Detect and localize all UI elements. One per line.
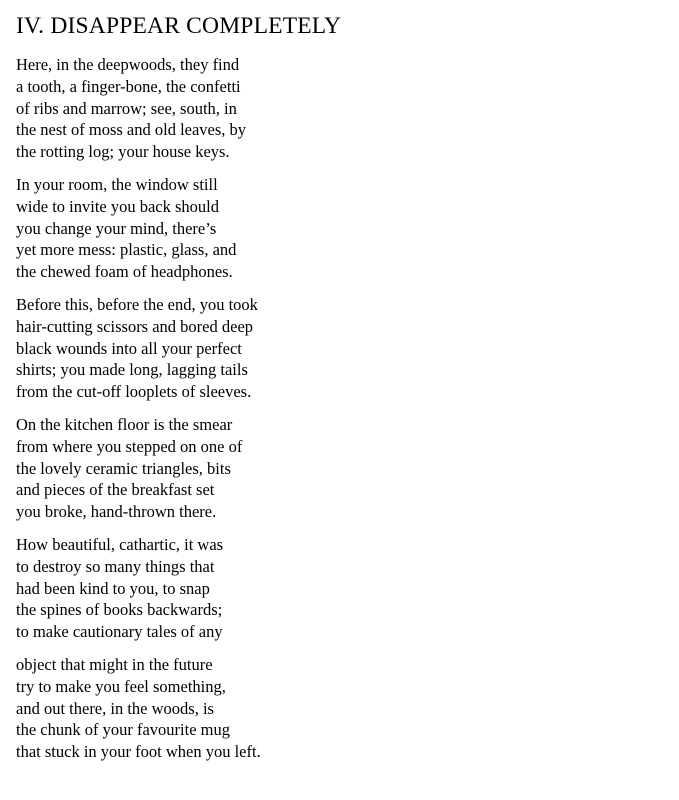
poem-line: Here, in the deepwoods, they find — [16, 55, 240, 74]
poem-line: On the kitchen floor is the smear — [16, 414, 233, 434]
poem-page — [16, 12, 656, 774]
poem-line: the lovely ceramic triangles, bits — [16, 458, 231, 478]
poem-line: In your room, the window still — [16, 174, 218, 194]
stanza-6 — [16, 654, 656, 763]
poem-line: a tooth, a finger-bone, the confetti — [16, 76, 241, 96]
poem-line: that stuck in your foot when you left. — [16, 742, 261, 762]
poem-line: hair-cutting scissors and bored deep — [16, 316, 254, 336]
poem-line: the nest of moss and old leaves, by — [16, 120, 247, 140]
poem-line: and out there, in the woods, is — [16, 698, 214, 718]
poem-line: the chunk of your favourite mug — [16, 720, 230, 740]
poem-line: from where you stepped on one of — [16, 436, 243, 456]
poem-line: yet more mess: plastic, glass, and — [16, 240, 237, 260]
poem-line: to make cautionary tales of any — [16, 622, 223, 642]
poem-line: of ribs and marrow; see, south, in — [16, 98, 237, 118]
poem-line: the spines of books backwards; — [16, 600, 223, 620]
poem-line: you change your mind, there’s — [16, 218, 217, 238]
stanza-3 — [16, 294, 656, 403]
stanza-4 — [16, 414, 656, 523]
poem-line: shirts; you made long, lagging tails — [16, 360, 248, 380]
poem-line: black wounds into all your perfect — [16, 338, 242, 358]
stanza-2 — [16, 174, 656, 283]
poem-line: the chewed foam of headphones. — [16, 262, 233, 282]
poem-line: object that might in the future — [16, 654, 213, 674]
stanza-1 — [16, 54, 656, 163]
poem-line: from the cut-off looplets of sleeves. — [16, 382, 252, 402]
poem-line: you broke, hand-thrown there. — [16, 502, 217, 522]
poem-line: wide to invite you back should — [16, 196, 220, 216]
poem-line: to destroy so many things that — [16, 556, 215, 576]
poem-line: the rotting log; your house keys. — [16, 142, 230, 162]
poem-line: Before this, before the end, you took — [16, 294, 258, 314]
poem-line: How beautiful, cathartic, it was — [16, 534, 224, 554]
poem-title: IV. DISAPPEAR COMPLETELY — [16, 13, 342, 39]
stanza-5 — [16, 534, 656, 643]
poem-line: and pieces of the breakfast set — [16, 480, 215, 500]
poem-line: had been kind to you, to snap — [16, 578, 210, 598]
poem-line: try to make you feel something, — [16, 676, 226, 696]
